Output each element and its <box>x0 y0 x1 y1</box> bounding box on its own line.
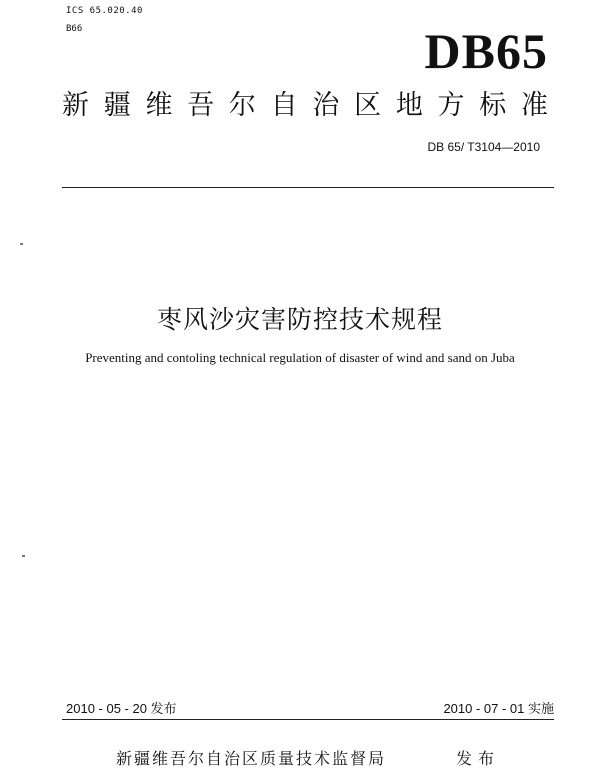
ics-code: ICS 65.020.40 <box>66 6 143 16</box>
ccs-code: B66 <box>66 24 83 34</box>
document-title-english: Preventing and contoling technical regulation of disaster of wind and sand on Juba <box>85 350 515 365</box>
publish-label: 发布 <box>456 749 501 768</box>
standard-number: DB 65/ T3104—2010 <box>427 140 540 154</box>
publisher-name: 新疆维吾尔自治区质量技术监督局 <box>116 749 387 768</box>
implementation-date: 2010 - 07 - 01 实施 <box>443 701 554 716</box>
issue-date: 2010 - 05 - 20 发布 <box>66 701 177 716</box>
scan-speck <box>22 555 25 557</box>
standard-logo: DB65 <box>424 23 548 79</box>
scan-speck <box>20 243 23 245</box>
header-divider <box>62 187 554 188</box>
footer-divider <box>62 719 554 720</box>
document-title-chinese: 枣风沙灾害防控技术规程 <box>156 305 443 334</box>
authority-title: 新疆维吾尔自治区地方标准 <box>62 90 548 121</box>
